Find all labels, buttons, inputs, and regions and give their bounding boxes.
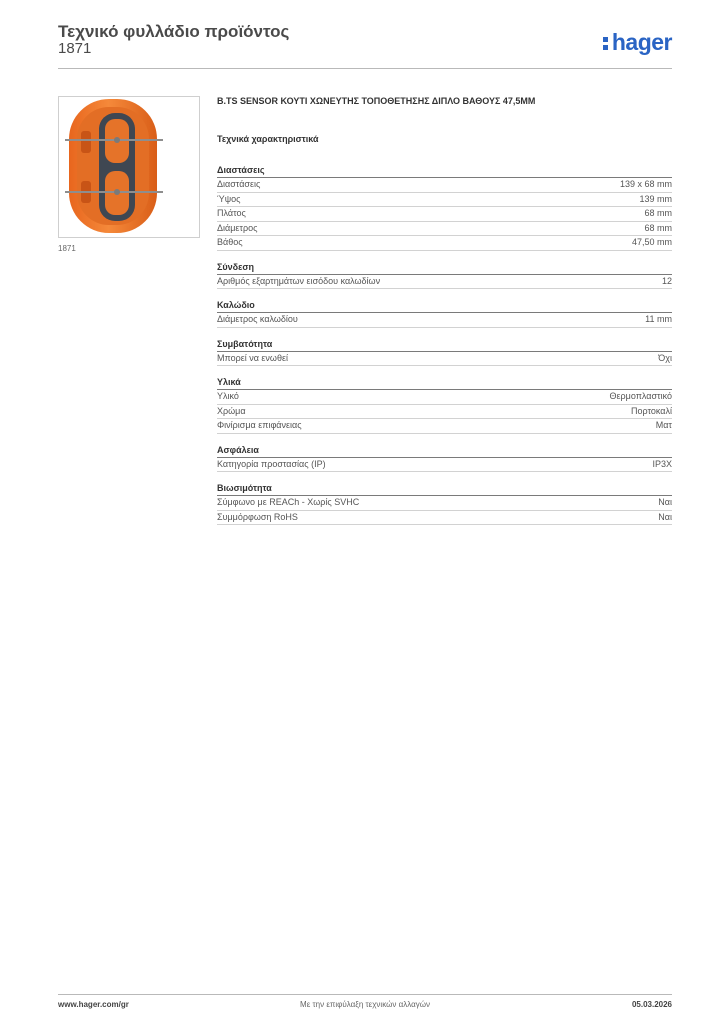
logo-text: hager: [611, 29, 672, 55]
footer-website-link[interactable]: www.hager.com/gr: [58, 1000, 129, 1009]
footer-note: Με την επιφύλαξη τεχνικών αλλαγών: [300, 1000, 430, 1009]
spec-label: Φινίρισμα επιφάνειας: [217, 420, 302, 430]
spec-value: Θερμοπλαστικό: [609, 391, 672, 401]
spec-label: Ύψος: [217, 193, 241, 204]
page-footer: [58, 994, 672, 1018]
technical-features-title: Τεχνικά χαρακτηριστικά: [217, 134, 319, 144]
spec-row: [217, 178, 672, 193]
spec-value: 139 x 68 mm: [619, 179, 672, 189]
spec-row: [217, 193, 672, 208]
spec-group-title: Συμβατότητα: [217, 338, 672, 352]
product-name: B.TS SENSOR ΚΟΥΤΙ ΧΩΝΕΥΤΗΣ ΤΟΠΟΘΕΤΗΣΗΣ ΔΙΠΛΟ ΒΑΘΟΥΣ 47,5MM: [217, 96, 536, 106]
spec-group-title: Υλικά: [217, 376, 672, 390]
footer-date: 05.03.2026: [631, 1000, 672, 1009]
spec-value: Ναι: [658, 511, 672, 522]
spec-row: [217, 275, 672, 290]
spec-row: [217, 352, 672, 367]
spec-group: [217, 164, 672, 251]
spec-value: 68 mm: [644, 222, 672, 233]
spec-label: Κατηγορία προστασίας (IP): [217, 458, 326, 469]
spec-label: Χρώμα: [217, 405, 246, 416]
spec-value: 12: [661, 275, 672, 286]
spec-value: Ματ: [655, 420, 672, 430]
spec-value: Όχι: [658, 352, 672, 363]
spec-row: [217, 313, 672, 328]
spec-group-title: Ασφάλεια: [217, 444, 672, 458]
spec-label: Υλικό: [217, 391, 239, 401]
spec-group-title: Σύνδεση: [217, 261, 672, 275]
product-reference: 1871: [58, 40, 92, 57]
spec-label: Διάμετρος καλωδίου: [217, 314, 298, 324]
spec-groups: [217, 164, 672, 525]
spec-group-title: Διαστάσεις: [217, 164, 672, 178]
document-title: Τεχνικό φυλλάδιο προϊόντος: [58, 22, 290, 41]
spec-row: [217, 405, 672, 420]
product-details: [217, 96, 672, 535]
spec-value: 139 mm: [639, 193, 672, 204]
spec-group: [217, 338, 672, 367]
spec-group: [217, 261, 672, 290]
spec-row: [217, 458, 672, 473]
spec-row: [217, 419, 672, 434]
spec-label: Μπορεί να ενωθεί: [217, 352, 288, 363]
spec-row: [217, 496, 672, 511]
spec-row: [217, 511, 672, 526]
spec-row: [217, 390, 672, 405]
spec-group-title: Καλώδιο: [217, 299, 672, 313]
image-caption: 1871: [58, 244, 76, 253]
spec-group-title: Βιωσιμότητα: [217, 482, 672, 496]
spec-label: Πλάτος: [217, 208, 246, 218]
flush-box-illustration: [59, 97, 199, 237]
spec-value: Ναι: [658, 497, 672, 507]
hager-logo[interactable]: [603, 29, 672, 56]
spec-group: [217, 299, 672, 328]
spec-value: 68 mm: [644, 208, 672, 218]
spec-label: Βάθος: [217, 237, 243, 247]
spec-label: Διαστάσεις: [217, 179, 261, 189]
spec-row: [217, 236, 672, 251]
footer-divider: [58, 994, 672, 995]
spec-group: [217, 482, 672, 525]
spec-value: 11 mm: [645, 314, 672, 324]
product-image: [58, 96, 200, 238]
spec-label: Σύμφωνο με REACh - Χωρίς SVHC: [217, 497, 360, 507]
spec-group: [217, 376, 672, 434]
spec-row: [217, 222, 672, 237]
spec-value: 47,50 mm: [631, 237, 672, 247]
spec-label: Συμμόρφωση RoHS: [217, 511, 298, 522]
logo-dots-icon: [603, 34, 609, 52]
spec-label: Διάμετρος: [217, 222, 258, 233]
spec-label: Αριθμός εξαρτημάτων εισόδου καλωδίων: [217, 275, 381, 286]
header-divider: [58, 68, 672, 69]
page-header: [58, 22, 672, 70]
spec-group: [217, 444, 672, 473]
spec-value: IP3X: [652, 458, 672, 469]
spec-value: Πορτοκαλί: [630, 405, 672, 416]
spec-row: [217, 207, 672, 222]
